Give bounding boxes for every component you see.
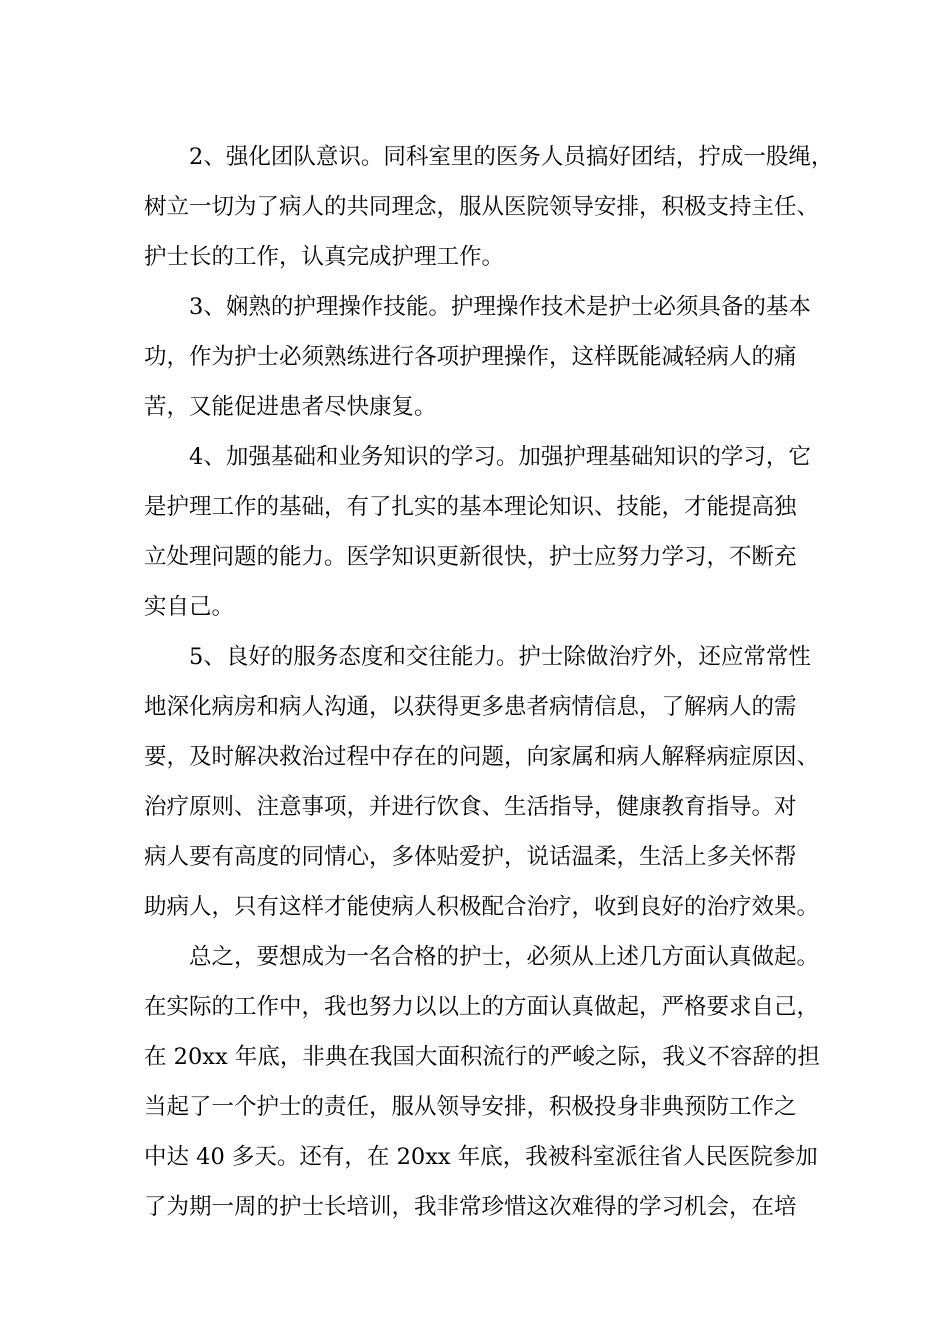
paragraph-3-line-1: 3、娴熟的护理操作技能。护理操作技术是护士必须具备的基本 — [189, 294, 811, 320]
paragraph-2-line-1: 2、强化团队意识。同科室里的医务人员搞好团结，拧成一股绳， — [189, 144, 834, 170]
summary-paragraph-line-2: 在实际的工作中，我也努力以以上的方面认真做起，严格要求自己， — [144, 994, 820, 1020]
paragraph-4-line-3: 立处理问题的能力。医学知识更新很快，护士应努力学习，不断充 — [144, 544, 797, 570]
paragraph-5-line-2: 地深化病房和病人沟通，以获得更多患者病情信息，了解病人的需 — [144, 694, 797, 720]
paragraph-5-line-3: 要，及时解决救治过程中存在的问题，向家属和病人解释病症原因、 — [144, 744, 820, 770]
paragraph-5-line-4: 治疗原则、注意事项，并进行饮食、生活指导，健康教育指导。对 — [144, 794, 797, 820]
paragraph-5-line-1: 5、良好的服务态度和交往能力。护士除做治疗外，还应常常性 — [189, 644, 811, 670]
paragraph-3-line-3: 苦，又能促进患者尽快康复。 — [144, 394, 437, 420]
summary-paragraph-line-6: 了为期一周的护士长培训，我非常珍惜这次难得的学习机会，在培 — [144, 1194, 797, 1220]
paragraph-2-line-2: 树立一切为了病人的共同理念，服从医院领导安排，积极支持主任、 — [144, 194, 820, 220]
summary-paragraph-line-4: 当起了一个护士的责任，服从领导安排，积极投身非典预防工作之 — [144, 1094, 797, 1120]
paragraph-5-line-5: 病人要有高度的同情心，多体贴爱护，说话温柔，生活上多关怀帮 — [144, 844, 797, 870]
summary-paragraph-line-3: 在 20xx 年底，非典在我国大面积流行的严峻之际，我义不容辞的担 — [144, 1044, 820, 1070]
summary-paragraph-line-5: 中达 40 多天。还有，在 20xx 年底，我被科室派往省人民医院参加 — [144, 1144, 818, 1170]
paragraph-4-line-2: 是护理工作的基础，有了扎实的基本理论知识、技能，才能提高独 — [144, 494, 797, 520]
paragraph-5-line-6: 助病人，只有这样才能使病人积极配合治疗，收到良好的治疗效果。 — [144, 894, 820, 920]
paragraph-4-line-4: 实自己。 — [144, 594, 235, 620]
paragraph-3-line-2: 功，作为护士必须熟练进行各项护理操作，这样既能减轻病人的痛 — [144, 344, 797, 370]
document-body — [144, 132, 834, 1232]
paragraph-4-line-1: 4、加强基础和业务知识的学习。加强护理基础知识的学习，它 — [189, 444, 811, 470]
summary-paragraph-line-1: 总之，要想成为一名合格的护士，必须从上述几方面认真做起。 — [189, 944, 820, 970]
paragraph-2-line-3: 护士长的工作，认真完成护理工作。 — [144, 244, 505, 270]
